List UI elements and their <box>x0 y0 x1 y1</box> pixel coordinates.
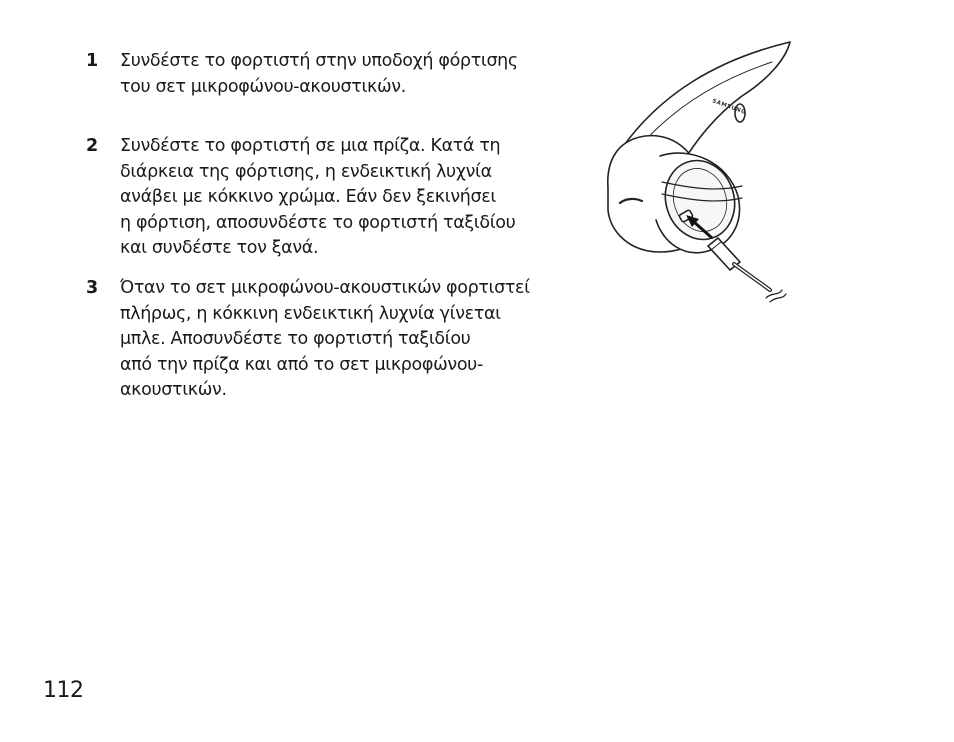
step-line: μπλε. Αποσυνδέστε το φορτιστή ταξιδίου <box>120 329 471 349</box>
charger-cable-icon <box>708 238 786 302</box>
step-line: πλήρως, η κόκκινη ενδεικτική λυχνία γίνεται <box>120 303 501 324</box>
brand-label: SAMSUNG <box>711 98 747 116</box>
headset-illustration <box>600 40 800 310</box>
step-line: η φόρτιση, αποσυνδέστε το φορτιστή ταξιδίου <box>120 212 516 233</box>
step-line: από την πρίζα και από το σετ μικροφώνου- <box>120 354 483 375</box>
step-line: διάρκεια της φόρτισης, η ενδεικτική λυχνία <box>120 161 492 182</box>
step-number: 2 <box>86 136 98 156</box>
step-line: Όταν το σετ μικροφώνου-ακουστικών φορτιστεί <box>120 278 530 298</box>
step-number: 1 <box>86 51 98 71</box>
step-line: Συνδέστε το φορτιστή σε μια πρίζα. Κατά τη <box>120 136 501 156</box>
step-line: Συνδέστε το φορτιστή στην υποδοχή φόρτισης <box>120 51 518 71</box>
step-line: και συνδέστε τον ξανά. <box>120 238 319 258</box>
step-number: 3 <box>86 278 98 298</box>
step-line: ακουστικών. <box>120 380 227 400</box>
step-line: του σετ μικροφώνου-ακουστικών. <box>120 76 406 97</box>
page-number: 112 <box>43 678 84 703</box>
step-text <box>120 276 580 404</box>
step-line: ανάβει με κόκκινο χρώμα. Εάν δεν ξεκινήσει <box>120 187 496 207</box>
step-text <box>120 134 580 262</box>
step-text <box>120 49 580 100</box>
